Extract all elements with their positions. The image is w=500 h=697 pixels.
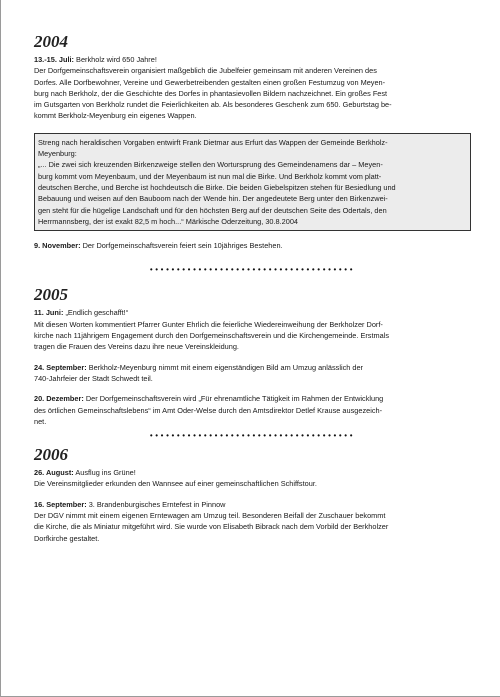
entry-headline: Berkholz wird 650 Jahre! [76,55,157,64]
entry-line: des örtlichen Gemeinschaftslebens“ im Amt Oder-Welse durch den Amtsdirektor Detlef Krause ausgezeich- [34,405,383,415]
document-content [34,32,471,544]
entry-line: net. [34,416,47,426]
entry-line: Mit diesen Worten kommentiert Pfarrer Gunter Ehrlich die feierliche Wiedereinweihung der Berkholzer Dorf- [34,319,383,329]
entry-date: 11. Juni: [34,308,64,318]
entry-date: 9. November: [34,241,81,251]
entry-2006-august [34,467,471,490]
quote-line: burg kommt vom Meyenbaum, und der Meyenbaum ist nun mal die Birke. Und Berkholz kommt vom platt- [38,171,382,181]
entry-line: Dorfkirche gestaltet. [34,533,100,543]
year-heading-2006: 2006 [34,445,68,465]
entry-2006-september [34,499,471,544]
year-heading-2004: 2004 [34,32,68,51]
entry-date: 24. September: [34,362,87,372]
entry-line: tragen die Frauen des Vereins dazu ihre neue Vereinskleidung. [34,342,239,352]
quote-line: Herrmannsberg, der ist exakt 82,5 m hoch...“ Märkische Oderzeitung, 30.8.2004 [38,216,299,226]
entry-line: Der DGV nimmt mit einem eigenen Erntewagen am Umzug teil. Besonderen Beifall der Zuschauer bekommt [34,511,386,521]
entry-headline: 3. Brandenburgisches Erntefest in Pinnow [88,499,226,509]
entry-date: 13.-15. Juli: [34,55,74,64]
entry-headline: Der Dorfgemeinschaftsverein feiert sein 10jähriges Bestehen. [82,241,283,251]
quote-line: Streng nach heraldischen Vorgaben entwirft Frank Dietmar aus Erfurt das Wappen der Gemeinde Berkholz- [38,137,388,147]
entry-line: Die Vereinsmitglieder erkunden den Wannsee auf einer gemeinschaftlichen Schiffstour. [34,479,317,489]
quote-line: „... Die zwei sich kreuzenden Birkenzweige stellen den Wortursprung des Gemeindenamens dar – Meyen- [38,160,383,170]
dot-separator: •••••••••••••••••••••••••••••••••••••• [149,431,356,441]
entry-date: 16. September: [34,499,87,509]
entry-date: 26. August: [34,468,74,478]
quote-line: gen steht für die hügelige Landschaft und für den höchsten Berg auf der deutschen Seite des Odertals, den [38,205,387,215]
entry-line: im Gutsgarten von Berkholz rundet die Feierlichkeiten ab. Als besonderes Geschenk zum 650. Geburtstag be- [34,100,392,110]
year-heading-2005: 2005 [34,285,68,305]
dot-separator: •••••••••••••••••••••••••••••••••••••• [149,265,356,275]
entry-line: burg nach Berkholz, der die Geschichte des Dorfes in phantasievollen Bildern nachzeichnet. Ein großes Fest [34,88,388,98]
entry-date: 20. Dezember: [34,394,84,404]
entry-line: kirche nach 11jährigem Engagement durch den Dorfgemeinschaftsverein und die Kirchengemeinde. Erstmals [34,331,390,341]
entry-line: 740-Jahrfeier der Stadt Schwedt teil. [34,373,153,383]
entry-line: die Kirche, die als Miniatur mitgeführt wird. Sie wurde von Elisabeth Bibrack nach dem Vorbild der Berkholzer [34,522,389,532]
entry-2005-juni [34,307,471,352]
quote-line: Meyenburg: [38,149,77,159]
entry-line: Dorfes. Alle Dorfbewohner, Vereine und Gewerbetreibenden gestalten einen großen Festumzug von Meyen- [34,77,386,87]
entry-2005-september [34,362,471,385]
entry-2004-juli [34,54,471,122]
entry-headline: „Endlich geschafft!“ [65,308,129,318]
entry-headline: Ausflug ins Grüne! [75,468,136,478]
coat-of-arms-quote-box [34,133,471,231]
quote-line: deutschen Berche, und Berche ist hochdeutsch die Birke. Die beiden Giebelspitzen stehen für Besiedlung und [38,182,396,192]
quote-line: Bebauung und weisen auf den Bauboom nach der Wende hin. Der angedeutete Berg unter den Birkenzwei- [38,194,388,204]
entry-headline: Berkholz-Meyenburg nimmt mit einem eigenständigen Bild am Umzug anlässlich der [88,362,363,372]
entry-2004-november [34,240,471,251]
entry-line: Der Dorfgemeinschaftsverein organisiert maßgeblich die Jubelfeier gemeinsam mit anderen Vereinen des [34,66,377,76]
entry-line: kommt Berkholz-Meyenburg ein eigenes Wappen. [34,111,197,121]
entry-headline: Der Dorfgemeinschaftsverein wird „Für ehrenamtliche Tätigkeit im Rahmen der Entwicklung [85,394,384,404]
entry-2005-dezember [34,393,471,427]
